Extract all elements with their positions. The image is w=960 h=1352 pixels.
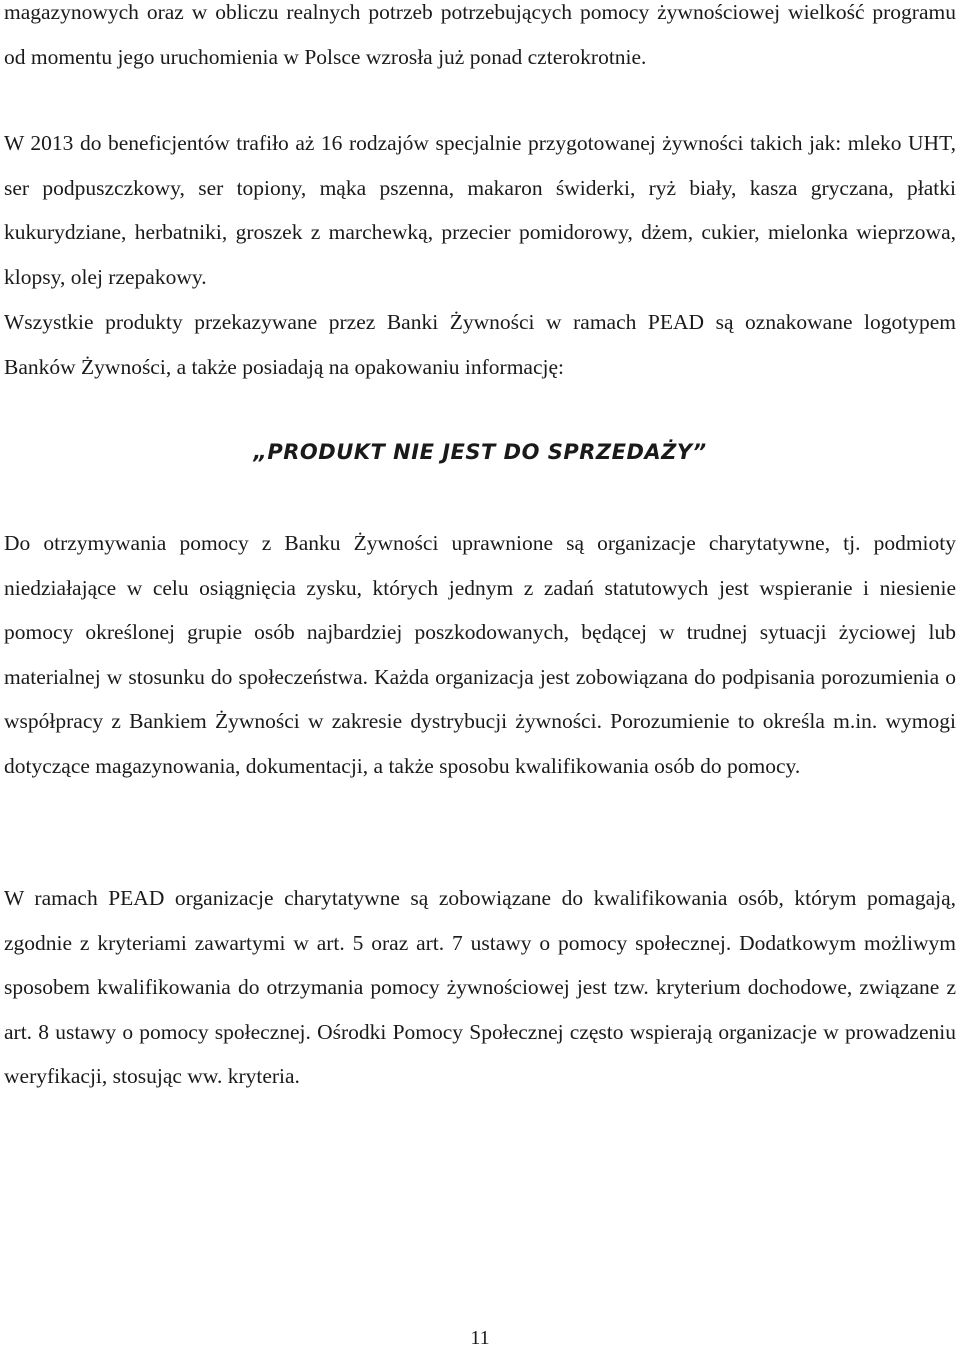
- paragraph-program-growth: magazynowych oraz w obliczu realnych potrzeb potrzebujących pomocy żywnościowej wielkość programu od momentu jego uruchomienia w Polsce wzrosła już ponad czterokrotnie.: [4, 0, 956, 69]
- not-for-sale-notice: „PRODUKT NIE JEST DO SPRZEDAŻY”: [253, 440, 707, 464]
- paragraph-product-labeling: Wszystkie produkty przekazywane przez Banki Żywności w ramach PEAD są oznakowane logotypem Banków Żywności, a także posiadają na opakowaniu informację:: [4, 310, 956, 379]
- page-number: 11: [470, 1327, 490, 1349]
- paragraph-qualification-criteria: W ramach PEAD organizacje charytatywne są zobowiązane do kwalifikowania osób, którym pomagają, zgodnie z kryteriami zawartymi w art. 5 oraz art. 7 ustawy o pomocy społecznej. Dodatkowym możliwym sposobem kwalifikowania do otrzymania pomocy żywnościowej jest tzw. kryterium dochodowe, związane z art. 8 ustawy o pomocy społecznej. Ośrodki Pomocy Społecznej często wspierają organizacje w prowadzeniu weryfikacji, stosując ww. kryteria.: [4, 886, 956, 1089]
- paragraph-eligible-organizations: Do otrzymywania pomocy z Banku Żywności uprawnione są organizacje charytatywne, tj. podmioty niedziałające w celu osiągnięcia zysku, których jednym z zadań statutowych jest wspieranie i niesienie pomocy określonej grupie osób najbardziej poszkodowanych, będącej w trudnej sytuacji życiowej lub materialnej w stosunku do społeczeństwa. Każda organizacja jest zobowiązana do podpisania porozumienia o współpracy z Bankiem Żywności w zakresie dystrybucji żywności. Porozumienie to określa m.in. wymogi dotyczące magazynowania, dokumentacji, a także sposobu kwalifikowania osób do pomocy.: [4, 531, 956, 778]
- paragraph-food-types: W 2013 do beneficjentów trafiło aż 16 rodzajów specjalnie przygotowanej żywności takich jak: mleko UHT, ser podpuszczkowy, ser topiony, mąka pszenna, makaron świderki, ryż biały, kasza gryczana, płatki kukurydziane, herbatniki, groszek z marchewką, przecier pomidorowy, dżem, cukier, mielonka wieprzowa, klopsy, olej rzepakowy.: [4, 131, 956, 289]
- document-page: [4, 0, 956, 1352]
